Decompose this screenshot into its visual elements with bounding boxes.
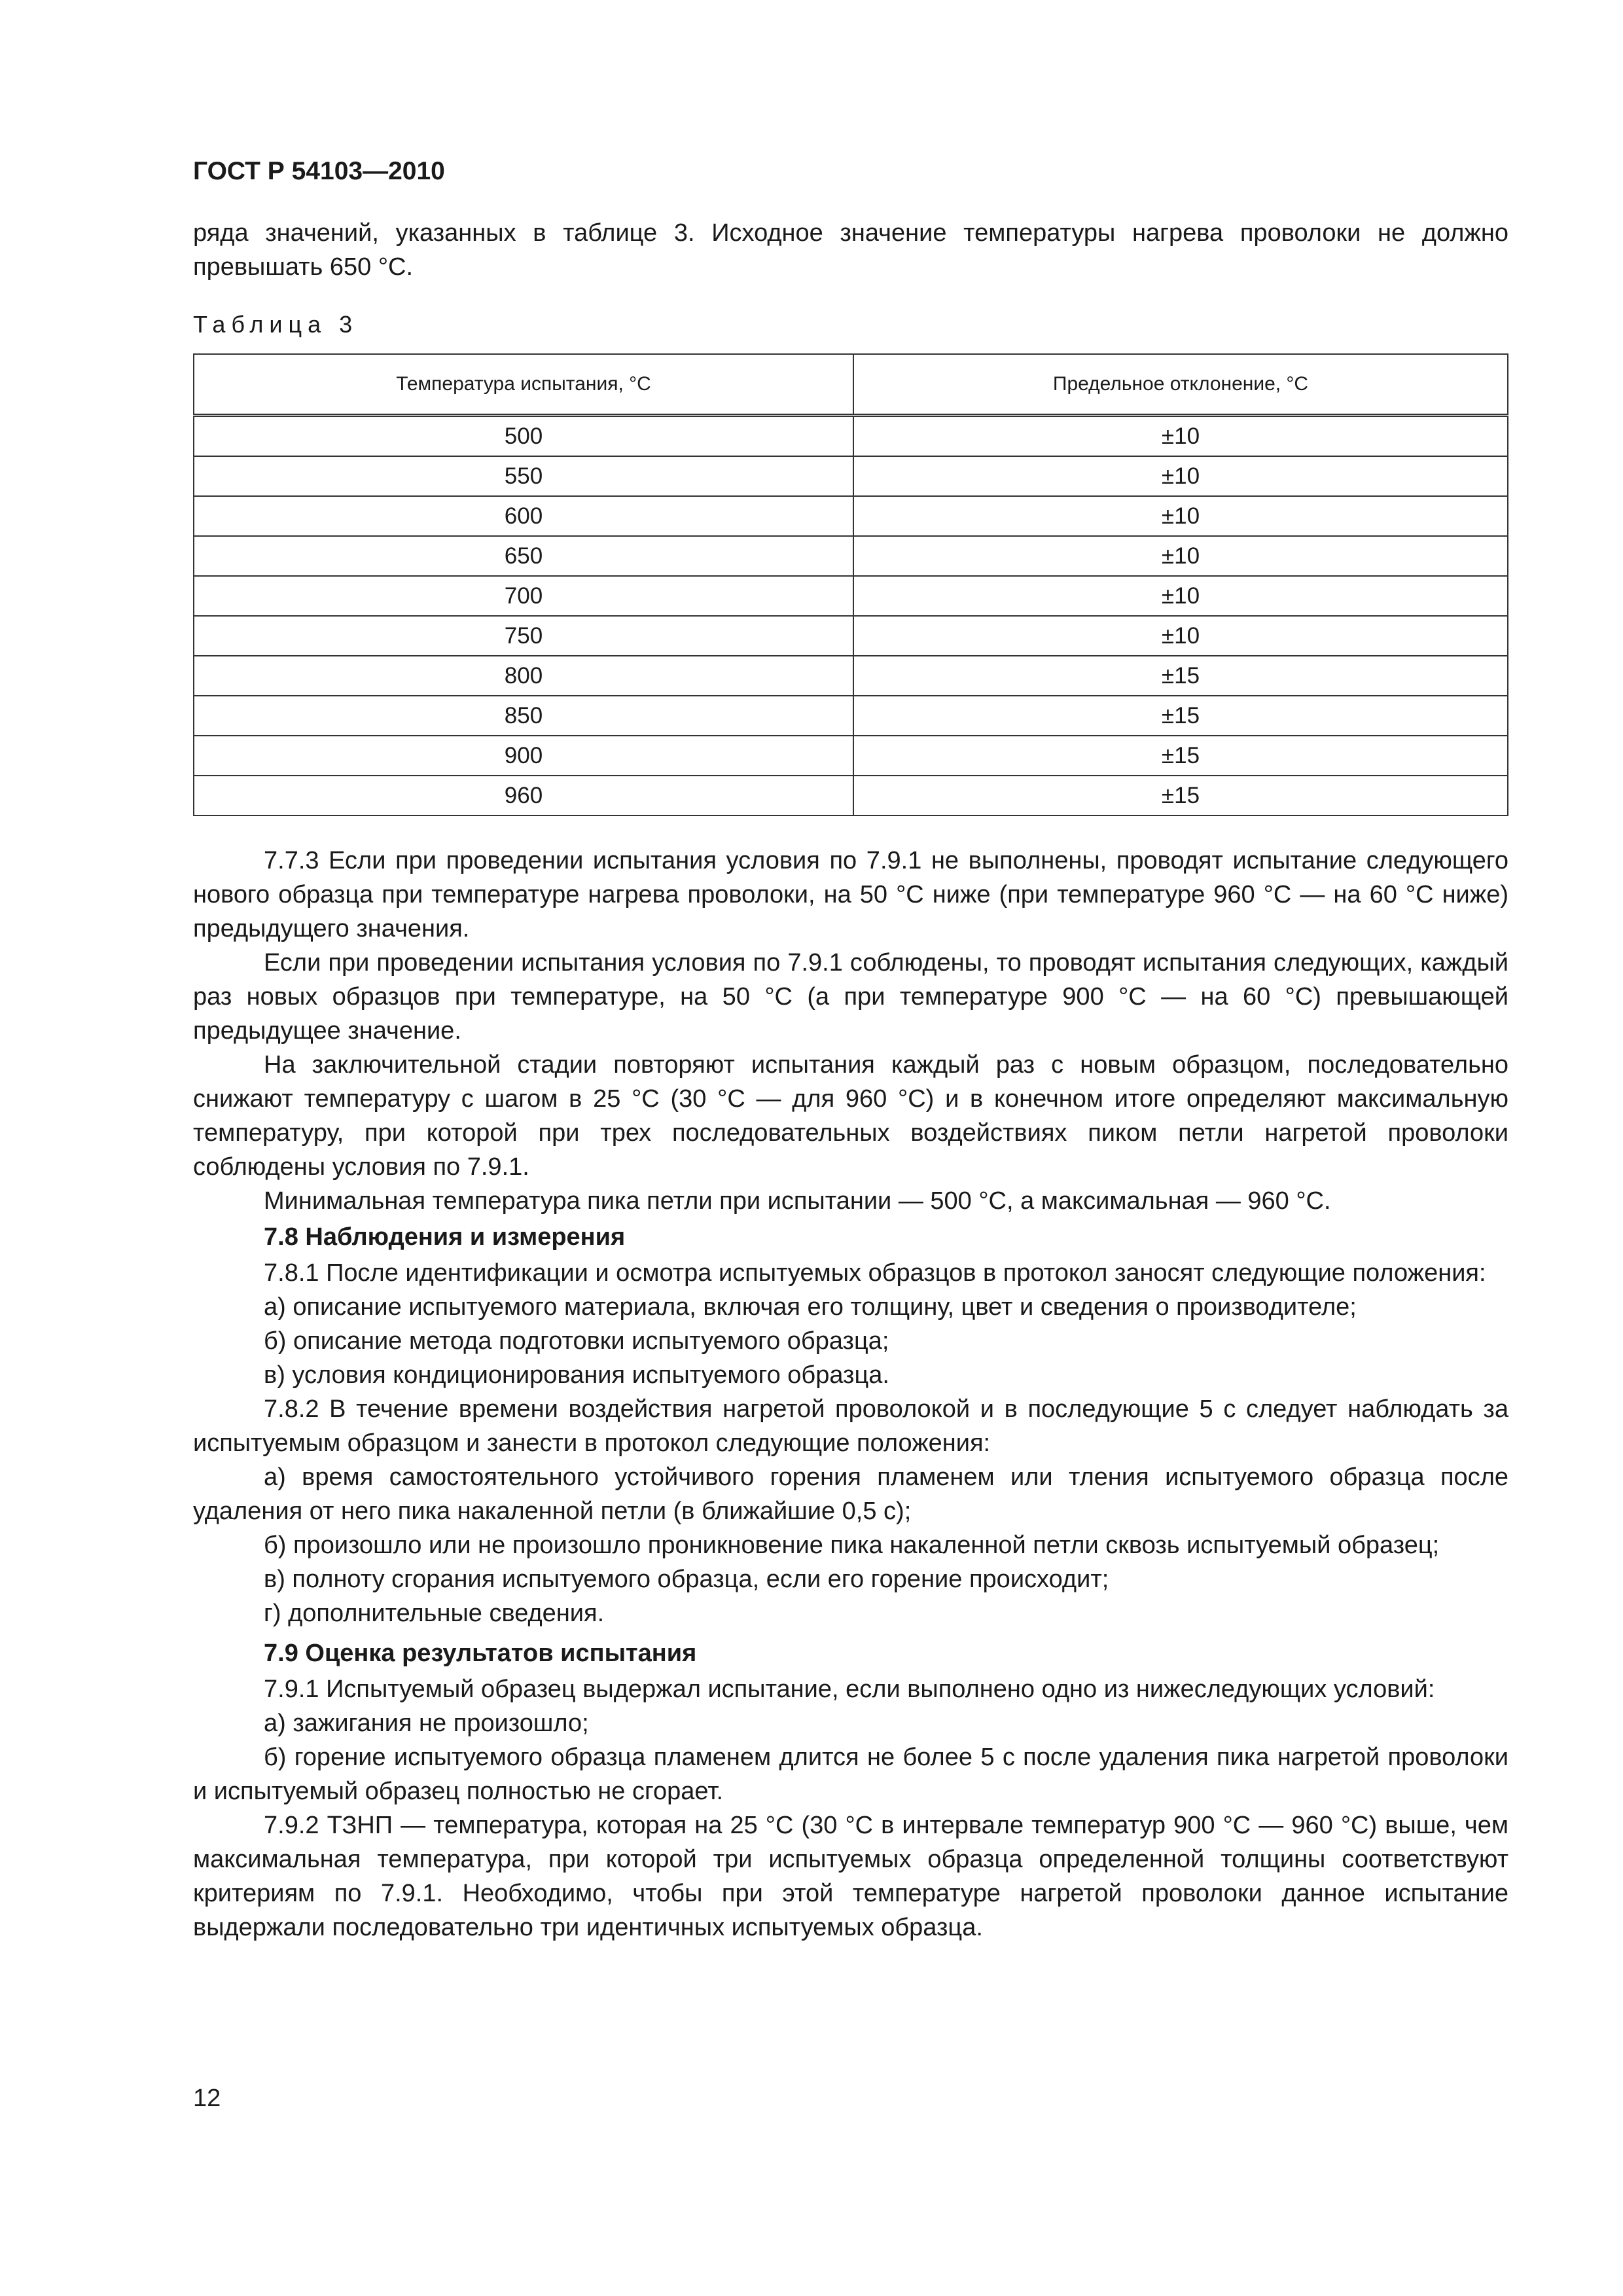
paragraph-7-9-1: 7.9.1 Испытуемый образец выдержал испытание, если выполнено одно из нижеследующих условий:: [264, 1676, 1435, 1703]
intro-paragraph: ряда значений, указанных в таблице 3. Исходное значение температуры нагрева проволоки не должно превышать 650 °С.: [193, 219, 1508, 281]
cell-deviation: ±10: [853, 456, 1508, 496]
cell-deviation: ±10: [853, 416, 1508, 457]
list-item: а) время самостоятельного устойчивого горения пламенем или тления испытуемого образца после удаления от него пика накаленной петли (в ближайшие 0,5 с);: [193, 1463, 1508, 1525]
cell-deviation: ±10: [853, 616, 1508, 656]
cell-temperature: 900: [194, 736, 853, 776]
heading-7-9: 7.9 Оценка результатов испытания: [264, 1640, 697, 1667]
cell-temperature: 800: [194, 656, 853, 696]
list-item: г) дополнительные сведения.: [264, 1600, 605, 1627]
column-header-deviation: Предельное отклонение, °С: [853, 354, 1508, 416]
table-row: [194, 696, 1508, 736]
cell-deviation: ±15: [853, 696, 1508, 736]
table-row: [194, 616, 1508, 656]
table-row: [194, 496, 1508, 536]
paragraph-7-8-1: 7.8.1 После идентификации и осмотра испытуемых образцов в протокол заносят следующие положения:: [264, 1259, 1486, 1287]
cell-deviation: ±10: [853, 536, 1508, 576]
cell-deviation: ±15: [853, 656, 1508, 696]
list-item: а) зажигания не произошло;: [264, 1710, 589, 1737]
table-row: [194, 656, 1508, 696]
heading-7-8: 7.8 Наблюдения и измерения: [264, 1223, 626, 1251]
paragraph-conditions-met: Если при проведении испытания условия по 7.9.1 соблюдены, то проводят испытания следующих, каждый раз новых образцов при температуре, на 50 °С (а при температуре 900 °С — на 60 °С) превышающей предыдущее значение.: [193, 949, 1508, 1045]
table-row: [194, 736, 1508, 776]
list-item: в) условия кондиционирования испытуемого образца.: [264, 1361, 889, 1389]
cell-temperature: 500: [194, 416, 853, 457]
page-number: 12: [193, 2085, 221, 2112]
paragraph-7-8-2: 7.8.2 В течение времени воздействия нагретой проволокой и в последующие 5 с следует наблюдать за испытуемым образцом и занести в протокол следующие положения:: [193, 1395, 1508, 1457]
cell-deviation: ±10: [853, 496, 1508, 536]
cell-temperature: 850: [194, 696, 853, 736]
paragraph-7-9-2: 7.9.2 ТЗНП — температура, которая на 25 °С (30 °С в интервале температур 900 °С — 960 °С) выше, чем максимальная температура, при которой три испытуемых образца определенной толщины соответствуют критериям по 7.9.1. Необходимо, чтобы при этой температуре нагретой проволоки данное испытание выдержали последовательно три идентичных испытуемых образца.: [193, 1812, 1508, 1941]
paragraph-7-7-3: 7.7.3 Если при проведении испытания условия по 7.9.1 не выполнены, проводят испытание следующего нового образца при температуре нагрева проволоки, на 50 °С ниже (при температуре 960 °С — на 60 °С ниже) предыдущего значения.: [193, 847, 1508, 942]
paragraph-final-stage: На заключительной стадии повторяют испытания каждый раз с новым образцом, последовательно снижают температуру с шагом в 25 °С (30 °С — для 960 °С) и в конечном итоге определяют максимальную температуру, при которой при трех последовательных воздействиях пиком петли нагретой проволоки соблюдены условия по 7.9.1.: [193, 1051, 1508, 1181]
cell-deviation: ±15: [853, 736, 1508, 776]
list-item: б) горение испытуемого образца пламенем длится не более 5 с после удаления пика нагретой проволоки и испытуемый образец полностью не сгорает.: [193, 1744, 1508, 1805]
cell-temperature: 600: [194, 496, 853, 536]
paragraph-temperature-range: Минимальная температура пика петли при испытании — 500 °С, а максимальная — 960 °С.: [264, 1187, 1331, 1215]
table-caption: Таблица 3: [193, 311, 359, 338]
table-row: [194, 536, 1508, 576]
document-id: ГОСТ Р 54103—2010: [193, 157, 445, 185]
section-7-7-3: [193, 844, 1508, 1218]
cell-temperature: 960: [194, 776, 853, 816]
list-item: б) произошло или не произошло проникновение пика накаленной петли сквозь испытуемый образец;: [264, 1532, 1440, 1559]
list-item: б) описание метода подготовки испытуемого образца;: [264, 1327, 889, 1355]
temperature-table: [193, 353, 1508, 816]
cell-deviation: ±15: [853, 776, 1508, 816]
cell-temperature: 550: [194, 456, 853, 496]
cell-deviation: ±10: [853, 576, 1508, 616]
list-item: а) описание испытуемого материала, включая его толщину, цвет и сведения о производителе;: [264, 1293, 1357, 1321]
cell-temperature: 750: [194, 616, 853, 656]
table-header-row: [194, 354, 1508, 416]
cell-temperature: 700: [194, 576, 853, 616]
table-row: [194, 576, 1508, 616]
list-item: в) полноту сгорания испытуемого образца, если его горение происходит;: [264, 1566, 1109, 1593]
document-page: [193, 157, 1508, 1945]
table-row: [194, 776, 1508, 816]
cell-temperature: 650: [194, 536, 853, 576]
table-row: [194, 456, 1508, 496]
table-row: [194, 416, 1508, 457]
column-header-temperature: Температура испытания, °С: [194, 354, 853, 416]
